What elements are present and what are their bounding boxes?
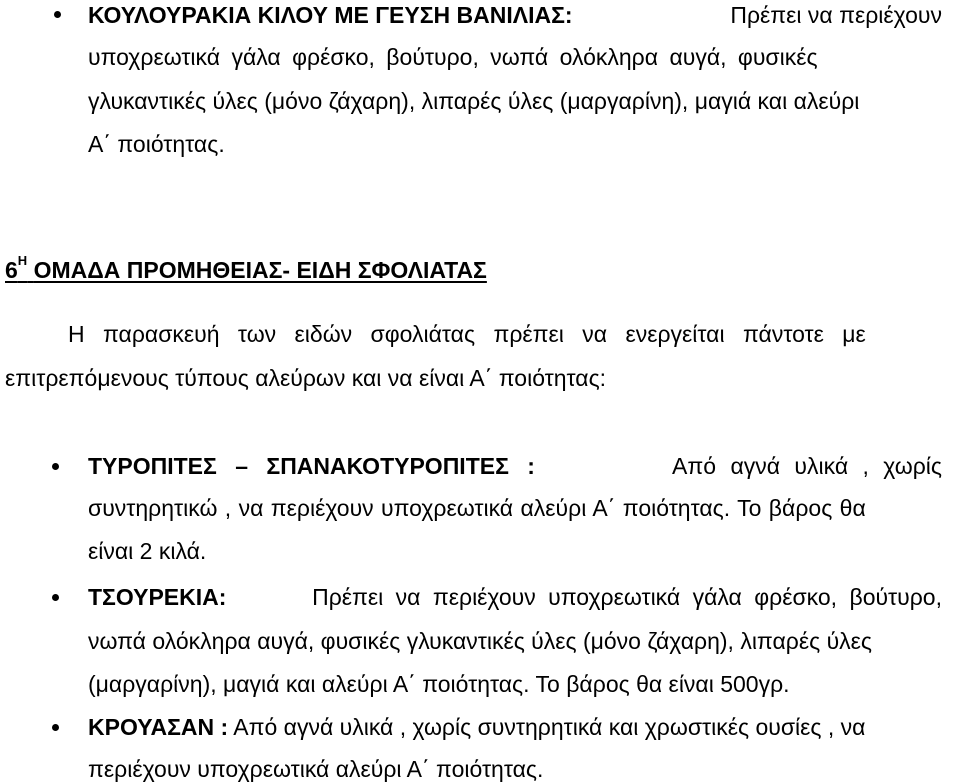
koulourakia-line-1 [88, 1, 942, 29]
tsourekia-line-2: νωπά ολόκληρα αυγά, φυσικές γλυκαντικές ύλες (μόνο ζάχαρη), λιπαρές ύλες [88, 628, 872, 654]
tyropites-title: ΤΥΡΟΠΙΤΕΣ – ΣΠΑΝΑΚΟΤΥΡΟΠΙΤΕΣ : [88, 453, 535, 479]
tyropites-line-1 [88, 452, 942, 480]
group-heading [5, 253, 487, 284]
tyropites-text-1: Από αγνά υλικά , χωρίς [672, 453, 942, 479]
group-intro-line-1: Η παρασκευή των ειδών σφολιάτας πρέπει να ενεργείται πάντοτε με [68, 321, 866, 347]
krouasan-line-2: περιέχουν υποχρεωτικά αλεύρι Α΄ ποιότητας. [88, 756, 544, 782]
group-intro-line-2: επιτρεπόμενους τύπους αλεύρων και να είναι Α΄ ποιότητας: [5, 365, 607, 391]
group-number: 6 [5, 257, 18, 283]
krouasan-title: ΚΡΟΥΑΣΑΝ : [88, 714, 229, 740]
tyropites-line-3: είναι 2 κιλά. [88, 538, 207, 564]
tsourekia-line-1 [88, 583, 942, 611]
krouasan-line-1 [88, 713, 865, 741]
group-title: ΟΜΑΔΑ ΠΡΟΜΗΘΕΙΑΣ- ΕΙΔΗ ΣΦΟΛΙΑΤΑΣ [33, 257, 487, 283]
koulourakia-line-3: γλυκαντικές ύλες (μόνο ζάχαρη), λιπαρές ύλες (μαργαρίνη), μαγιά και αλεύρι [88, 88, 860, 114]
bullet-point [52, 594, 59, 601]
tsourekia-text-1: Πρέπει να περιέχουν υποχρεωτικά γάλα φρέσκο, βούτυρο, [312, 584, 942, 610]
bullet-point [52, 724, 59, 731]
koulourakia-line-2: υποχρεωτικά γάλα φρέσκο, βούτυρο, νωπά ολόκληρα αυγά, φυσικές [88, 44, 818, 70]
tsourekia-title: ΤΣΟΥΡΕΚΙΑ: [88, 584, 227, 610]
bullet-point [54, 11, 61, 18]
koulourakia-text-1: Πρέπει να περιέχουν [730, 2, 942, 28]
koulourakia-title: ΚΟΥΛΟΥΡΑΚΙΑ ΚΙΛΟΥ ΜΕ ΓΕΥΣΗ ΒΑΝΙΛΙΑΣ: [88, 2, 573, 28]
koulourakia-line-4: Α΄ ποιότητας. [88, 131, 225, 157]
tyropites-line-2: συντηρητικώ , να περιέχουν υποχρεωτικά αλεύρι Α΄ ποιότητας. Το βάρος θα [88, 495, 866, 521]
krouasan-text-1: Από αγνά υλικά , χωρίς συντηρητικά και χρωστικές ουσίες , να [233, 714, 866, 740]
tsourekia-line-3: (μαργαρίνη), μαγιά και αλεύρι Α΄ ποιότητας. Το βάρος θα είναι 500γρ. [88, 671, 790, 697]
bullet-point [52, 463, 59, 470]
group-number-sup: Η [17, 253, 28, 269]
